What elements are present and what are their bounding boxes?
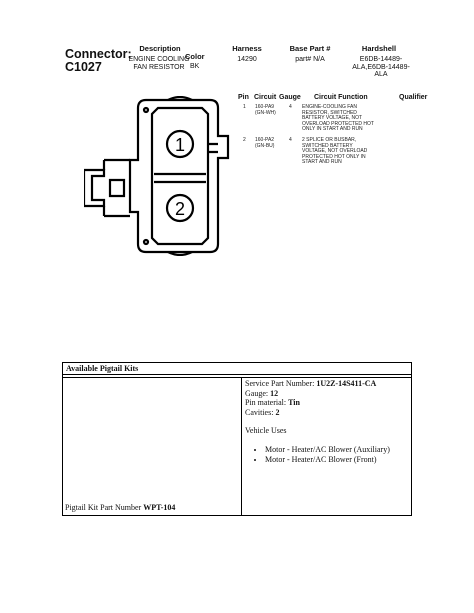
service-part-number [245,379,411,389]
pin-2-label: 2 [174,199,186,219]
description-value [118,56,200,71]
gauge-col-header: Gauge [279,94,301,101]
row-2-function-line: PROTECTED HOT ONLY IN [302,153,366,160]
gauge-label: Gauge: [245,388,271,398]
column-divider [241,377,242,515]
connector-id: C1027 [65,60,102,74]
row-2-gauge: 4 [289,137,292,143]
connector-face-diagram [84,96,232,256]
description-line-2: FAN RESISTOR [133,63,185,71]
row-2-circuit [255,138,274,149]
gauge-value: 12 [270,388,279,398]
service-part-value: 1U2Z-14S411-CA [316,379,377,388]
kit-part-value: WPT-104 [143,503,176,513]
qualifier-col-header: Qualifier [399,94,428,101]
row-2-circuit-line-1: 160-PA2 [255,137,275,143]
latch-outline [84,170,104,206]
key-ribs [208,144,218,152]
list-item: • Motor - Heater/AC Blower (Front) [265,455,411,465]
row-1-function [302,105,374,133]
row-1-pin: 1 [243,104,246,110]
cavity-block [152,108,208,244]
base-part-value: part# N/A [295,56,325,63]
row-1-circuit [255,105,276,116]
pigtail-kits-title: Available Pigtail Kits [63,363,411,375]
kit-part-number [65,503,175,513]
cavities-label: Cavities: [245,407,276,417]
pin-material-line [245,398,411,408]
pigtail-kits-table [62,362,412,516]
row-1-function-line: OVERLOAD PROTECTED HOT [302,120,374,127]
row-2-function-line: START AND RUN [302,159,342,166]
hardshell-line-3: ALA [374,71,388,78]
gauge-line [245,389,411,399]
pin-material-label: Pin material: [245,398,289,408]
housing-outline [130,100,228,252]
row-1-circuit-line-2: (GN-WH) [255,109,276,116]
row-2-circuit-line-2: (GN-BU) [255,142,275,149]
row-2-function-line: VOLTAGE, NOT OVERLOAD [302,148,368,155]
harness-header: Harness [232,44,262,53]
vehicle-uses-label: Vehicle Uses [245,426,287,436]
pin-1-label: 1 [174,135,186,155]
row-1-function-line: RESISTOR, SWITCHED [302,109,357,116]
row-2-pin: 2 [243,137,246,143]
cavities-line [245,408,411,418]
color-header: Color [185,52,205,61]
title-underline [63,377,411,378]
vehicle-uses-list [245,445,411,465]
description-header: Description [139,44,181,53]
row-1-function-line: ENGINE-COOLING FAN [302,104,358,110]
list-item: • Motor - Heater/AC Blower (Auxiliary) [265,445,411,455]
kit-part-label: Pigtail Kit Part Number [65,503,144,513]
color-value: BK [190,63,200,70]
row-2-function-line: SWITCHED BATTERY [302,142,353,149]
row-1-gauge: 4 [289,104,292,110]
corner-dot-top [144,108,148,112]
cavity-divider [154,174,206,182]
cavities-value: 2 [275,407,280,417]
kit-details [245,379,411,465]
pin-material-value: Tin [288,398,300,408]
connector-label: Connector: [65,47,132,61]
row-2-function-line: 2 SPLICE OR BUSBAR, [302,137,357,143]
pin-table [238,94,458,184]
row-1-function-line: ONLY IN START AND RUN [302,126,363,133]
hardshell-line-2: ALA,E6DB-14489- [352,63,410,71]
circuit-col-header: Circuit [254,94,277,101]
row-1-function-line: BATTERY VOLTAGE, NOT [302,115,363,122]
corner-dot-bottom [144,240,148,244]
harness-value: 14290 [237,56,257,63]
hardshell-header: Hardshell [361,44,397,53]
pin-col-header: Pin [238,94,249,101]
latch-tab [110,180,124,196]
row-1-circuit-line-1: 160-PA9 [255,104,275,110]
hardshell-line-1: E6DB-14489- [359,56,403,63]
description-line-1: ENGINE COOLING [128,56,190,63]
row-2-function [302,138,367,166]
hardshell-value [344,56,418,79]
service-part-label: Service Part Number: [245,379,317,388]
function-col-header: Circuit Function [314,94,368,101]
latch-arm [104,160,130,216]
base-part-header: Base Part # [289,44,331,53]
